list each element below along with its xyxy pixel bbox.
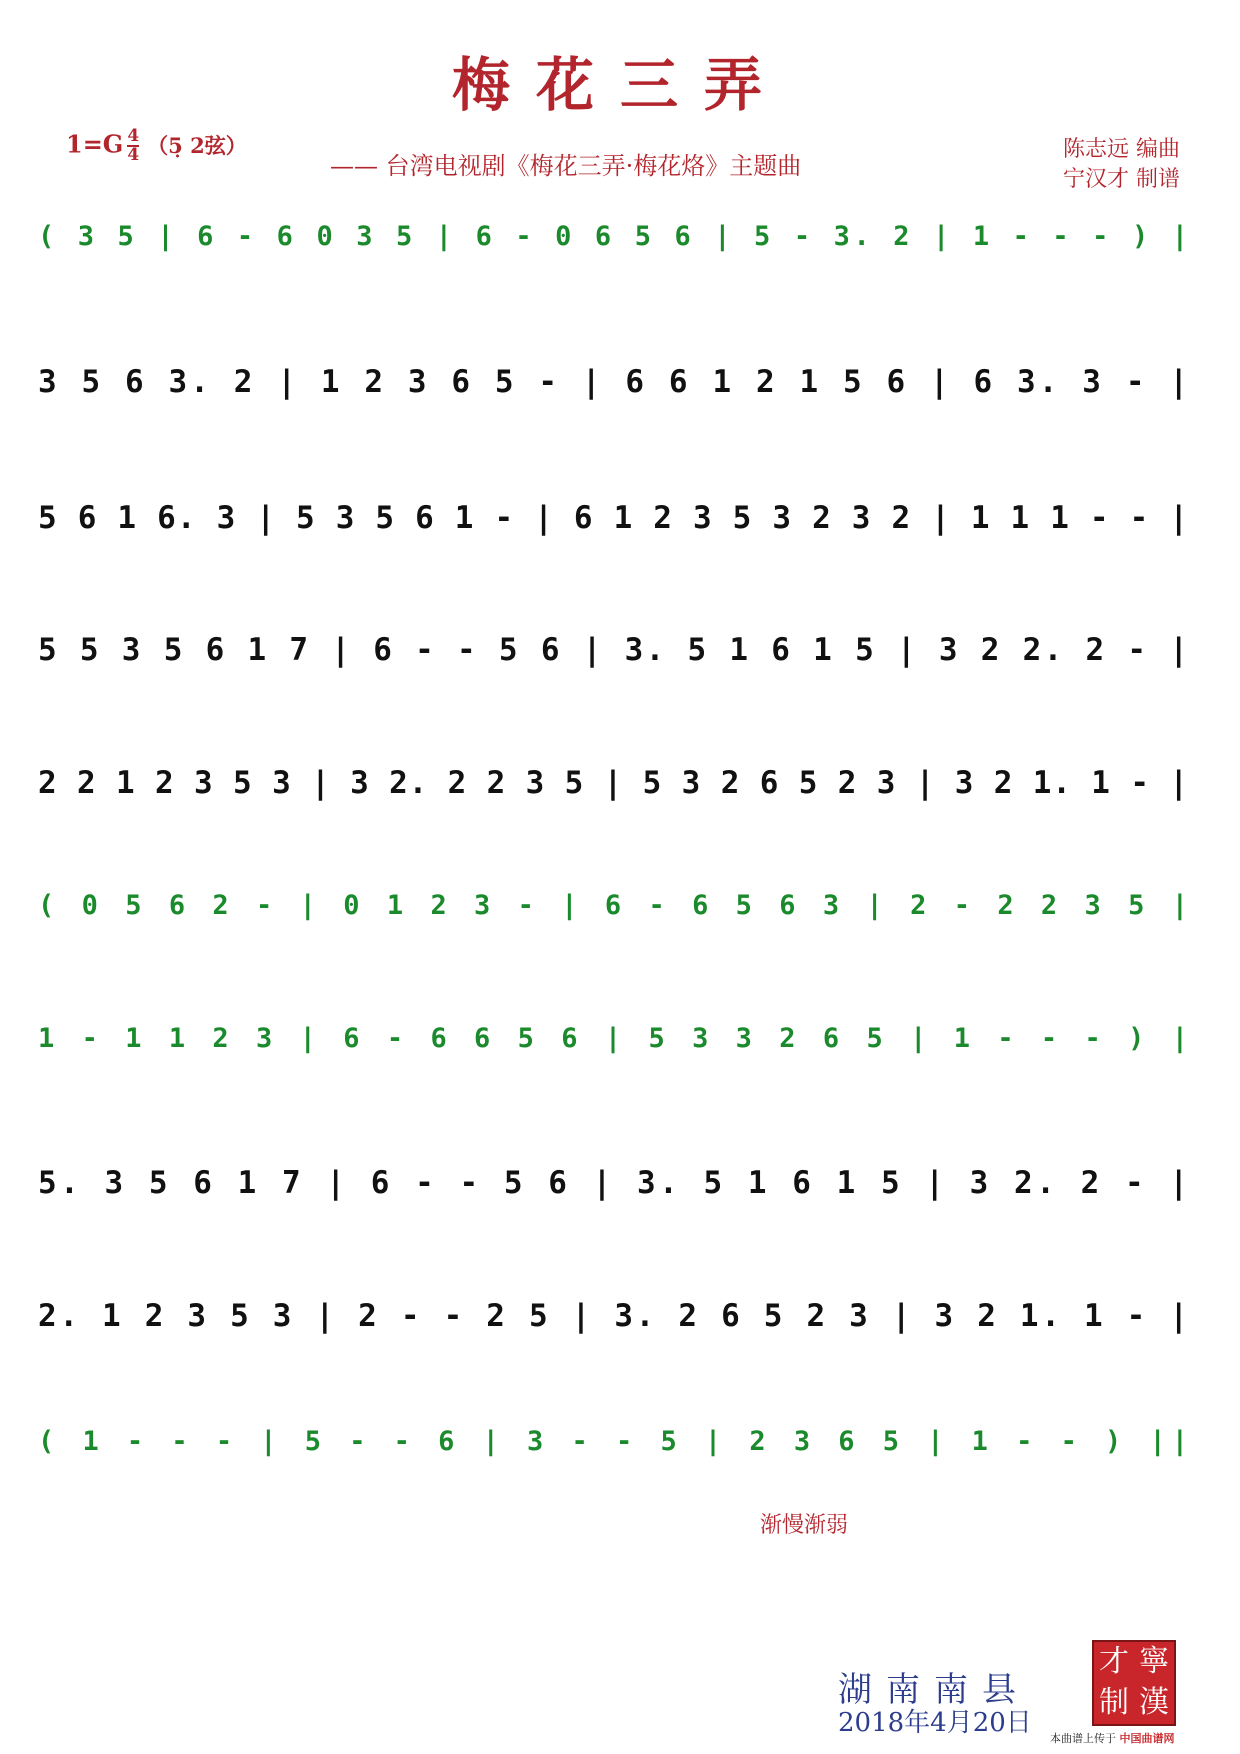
date-label: 2018年4月20日 xyxy=(838,1708,1032,1738)
place-label: 湖南南县 xyxy=(838,1670,1030,1710)
seal-char: 才 xyxy=(1099,1644,1129,1679)
notation-row: 5. 3 5 6 1 7 | 6 - - 5 6 | 3. 5 1 6 1 5 | 3 2. 2 - | xyxy=(38,1165,1189,1201)
notation-rows xyxy=(38,221,1188,1457)
seal-char: 寧 xyxy=(1139,1644,1169,1679)
key-label: 1=G xyxy=(66,129,124,159)
notation-row: 2. 1 2 3 5 3 | 2 - - 2 5 | 3. 2 6 5 2 3 | 3 2 1. 1 - | xyxy=(38,1298,1188,1334)
notation-row: 2 2 1 2 3 5 3 | 3 2. 2 2 3 5 | 5 3 2 6 5 2 3 | 3 2 1. 1 - | xyxy=(38,765,1188,801)
notation-row: ( 3 5 | 6 - 6 0 3 5 | 6 - 0 6 5 6 | 5 - 3. 2 | 1 - - - ) | xyxy=(38,221,1188,252)
notation-row: ( 1 - - - | 5 - - 6 | 3 - - 5 | 2 3 6 5 | 1 - - ) || xyxy=(38,1426,1188,1457)
song-title: 梅花三弄 xyxy=(451,51,788,119)
upload-prefix: 本曲谱上传于 xyxy=(1050,1732,1116,1745)
tempo-marking: 渐慢渐弱 xyxy=(760,1513,849,1538)
string-tuning: （5̣ 2弦） xyxy=(147,132,247,158)
time-bottom: 4 xyxy=(127,145,140,165)
seal-char: 制 xyxy=(1099,1685,1129,1720)
credit-transcriber: 宁汉才 制谱 xyxy=(1063,167,1180,192)
seal-stamp xyxy=(1092,1640,1176,1726)
subtitle: —— 台湾电视剧《梅花三弄·梅花烙》主题曲 xyxy=(330,152,802,180)
time-top: 4 xyxy=(127,126,140,146)
upload-note xyxy=(1050,1730,1175,1746)
notation-row: 5 5 3 5 6 1 7 | 6 - - 5 6 | 3. 5 1 6 1 5 | 3 2 2. 2 - | xyxy=(38,632,1188,668)
seal-char: 漢 xyxy=(1139,1685,1169,1720)
notation-row: 5 6 1 6. 3 | 5 3 5 6 1 - | 6 1 2 3 5 3 2 3 2 | 1 1 1 - - | xyxy=(38,500,1188,536)
notation-row: 3 5 6 3. 2 | 1 2 3 6 5 - | 6 6 1 2 1 5 6 | 6 3. 3 - | xyxy=(38,364,1188,400)
upload-site[interactable]: 中国曲谱网 xyxy=(1119,1732,1175,1745)
notation-row: ( 0 5 6 2 - | 0 1 2 3 - | 6 - 6 5 6 3 | 2 - 2 2 3 5 | xyxy=(38,890,1188,921)
notation-row: 1 - 1 1 2 3 | 6 - 6 6 5 6 | 5 3 3 2 6 5 | 1 - - - ) | xyxy=(38,1023,1188,1054)
credit-arranger: 陈志远 编曲 xyxy=(1063,137,1180,162)
